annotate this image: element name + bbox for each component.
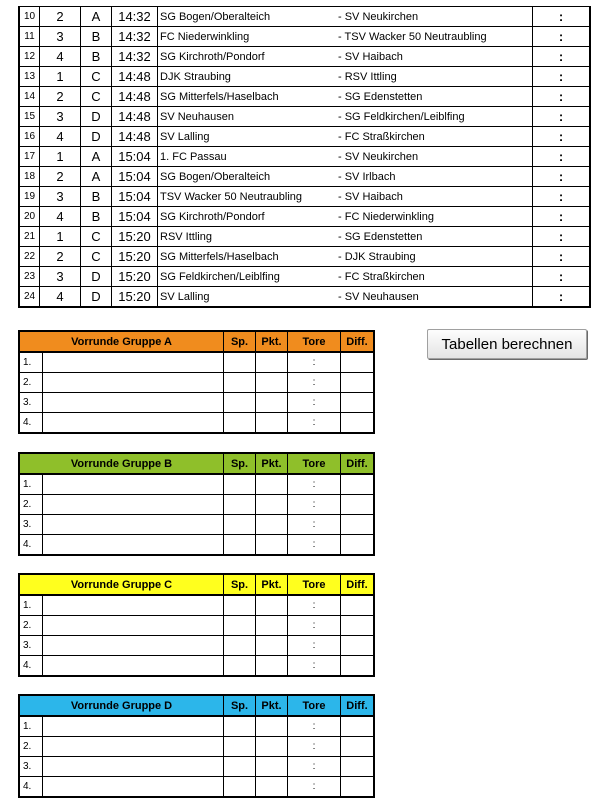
- match-group: B: [81, 207, 112, 227]
- games-played-cell: [224, 495, 256, 515]
- points-cell: [256, 535, 288, 556]
- team-cell: [43, 595, 224, 616]
- standings-row: [19, 352, 374, 373]
- match-group: D: [81, 287, 112, 308]
- match-score-cell[interactable]: :: [533, 247, 591, 267]
- match-score-cell[interactable]: :: [533, 7, 591, 27]
- goal-difference-cell: [341, 474, 375, 495]
- away-team: - SV Haibach: [338, 47, 533, 67]
- home-team: SG Kirchroth/Pondorf: [158, 207, 339, 227]
- match-time: 14:32: [112, 27, 158, 47]
- standings-row: [19, 636, 374, 656]
- match-number: 24: [19, 287, 40, 308]
- team-cell: [43, 777, 224, 798]
- match-row: [19, 207, 590, 227]
- home-team: FC Niederwinkling: [158, 27, 339, 47]
- match-number: 18: [19, 167, 40, 187]
- rank-label: 1.: [19, 595, 43, 616]
- rank-label: 3.: [19, 636, 43, 656]
- goals-cell: :: [288, 535, 341, 556]
- match-number: 20: [19, 207, 40, 227]
- match-row: [19, 27, 590, 47]
- match-row: [19, 87, 590, 107]
- standings-row: [19, 595, 374, 616]
- team-cell: [43, 656, 224, 677]
- games-played-cell: [224, 716, 256, 737]
- column-header-diff: Diff.: [341, 574, 375, 595]
- match-score-cell[interactable]: :: [533, 87, 591, 107]
- match-number: 13: [19, 67, 40, 87]
- goals-cell: :: [288, 413, 341, 434]
- match-number: 10: [19, 7, 40, 27]
- goals-cell: :: [288, 636, 341, 656]
- match-number: 23: [19, 267, 40, 287]
- rank-label: 2.: [19, 373, 43, 393]
- home-team: SG Mitterfels/Haselbach: [158, 247, 339, 267]
- match-time: 15:20: [112, 247, 158, 267]
- match-field: 1: [40, 147, 81, 167]
- games-played-cell: [224, 393, 256, 413]
- match-score-cell[interactable]: :: [533, 167, 591, 187]
- match-row: [19, 127, 590, 147]
- away-team: - SG Feldkirchen/Leiblfing: [338, 107, 533, 127]
- away-team: - SV Neuhausen: [338, 287, 533, 308]
- goals-cell: :: [288, 515, 341, 535]
- home-team: TSV Wacker 50 Neutraubling: [158, 187, 339, 207]
- calculate-tables-button[interactable]: Tabellen berechnen: [427, 329, 587, 359]
- games-played-cell: [224, 515, 256, 535]
- standings-row: [19, 616, 374, 636]
- goals-cell: :: [288, 737, 341, 757]
- match-score-cell[interactable]: :: [533, 107, 591, 127]
- column-header-pkt: Pkt.: [256, 695, 288, 716]
- team-cell: [43, 393, 224, 413]
- goals-cell: :: [288, 656, 341, 677]
- match-number: 16: [19, 127, 40, 147]
- games-played-cell: [224, 656, 256, 677]
- points-cell: [256, 373, 288, 393]
- points-cell: [256, 757, 288, 777]
- match-time: 15:04: [112, 207, 158, 227]
- rank-label: 2.: [19, 737, 43, 757]
- team-cell: [43, 716, 224, 737]
- points-cell: [256, 656, 288, 677]
- rank-label: 4.: [19, 535, 43, 556]
- goals-cell: :: [288, 777, 341, 798]
- goals-cell: :: [288, 474, 341, 495]
- home-team: SG Bogen/Oberalteich: [158, 167, 339, 187]
- away-team: - SV Irlbach: [338, 167, 533, 187]
- points-cell: [256, 495, 288, 515]
- goal-difference-cell: [341, 352, 375, 373]
- match-group: C: [81, 227, 112, 247]
- column-header-diff: Diff.: [341, 331, 375, 352]
- match-time: 14:48: [112, 67, 158, 87]
- match-time: 15:20: [112, 267, 158, 287]
- rank-label: 2.: [19, 495, 43, 515]
- goal-difference-cell: [341, 777, 375, 798]
- games-played-cell: [224, 616, 256, 636]
- match-number: 14: [19, 87, 40, 107]
- match-field: 2: [40, 247, 81, 267]
- home-team: 1. FC Passau: [158, 147, 339, 167]
- group-table-header: [19, 695, 374, 716]
- games-played-cell: [224, 474, 256, 495]
- games-played-cell: [224, 352, 256, 373]
- match-field: 4: [40, 207, 81, 227]
- match-time: 15:04: [112, 187, 158, 207]
- team-cell: [43, 616, 224, 636]
- away-team: - FC Niederwinkling: [338, 207, 533, 227]
- away-team: - FC Straßkirchen: [338, 267, 533, 287]
- column-header-tore: Tore: [288, 331, 341, 352]
- match-group: C: [81, 67, 112, 87]
- team-cell: [43, 352, 224, 373]
- match-score-cell[interactable]: :: [533, 267, 591, 287]
- points-cell: [256, 595, 288, 616]
- team-cell: [43, 636, 224, 656]
- team-cell: [43, 535, 224, 556]
- rank-label: 1.: [19, 474, 43, 495]
- home-team: RSV Ittling: [158, 227, 339, 247]
- rank-label: 4.: [19, 656, 43, 677]
- match-group: D: [81, 127, 112, 147]
- column-header-diff: Diff.: [341, 453, 375, 474]
- column-header-tore: Tore: [288, 695, 341, 716]
- match-group: B: [81, 47, 112, 67]
- match-time: 15:04: [112, 167, 158, 187]
- rank-label: 3.: [19, 515, 43, 535]
- match-number: 22: [19, 247, 40, 267]
- match-number: 12: [19, 47, 40, 67]
- match-time: 14:48: [112, 107, 158, 127]
- group-table: [18, 694, 375, 798]
- match-field: 1: [40, 67, 81, 87]
- column-header-pkt: Pkt.: [256, 453, 288, 474]
- rank-label: 3.: [19, 393, 43, 413]
- goal-difference-cell: [341, 393, 375, 413]
- standings-row: [19, 413, 374, 434]
- match-field: 3: [40, 107, 81, 127]
- match-time: 14:32: [112, 47, 158, 67]
- goal-difference-cell: [341, 413, 375, 434]
- match-group: D: [81, 267, 112, 287]
- team-cell: [43, 737, 224, 757]
- column-header-sp: Sp.: [224, 453, 256, 474]
- goal-difference-cell: [341, 616, 375, 636]
- home-team: SG Feldkirchen/Leiblfing: [158, 267, 339, 287]
- match-number: 15: [19, 107, 40, 127]
- points-cell: [256, 352, 288, 373]
- rank-label: 4.: [19, 413, 43, 434]
- match-schedule-table: [18, 6, 591, 308]
- goals-cell: :: [288, 352, 341, 373]
- column-header-sp: Sp.: [224, 574, 256, 595]
- match-score-cell[interactable]: :: [533, 207, 591, 227]
- goal-difference-cell: [341, 716, 375, 737]
- group-table: [18, 330, 375, 434]
- match-score-cell[interactable]: :: [533, 227, 591, 247]
- match-row: [19, 167, 590, 187]
- match-row: [19, 267, 590, 287]
- goals-cell: :: [288, 595, 341, 616]
- match-group: C: [81, 87, 112, 107]
- home-team: SV Lalling: [158, 127, 339, 147]
- away-team: - DJK Straubing: [338, 247, 533, 267]
- goal-difference-cell: [341, 535, 375, 556]
- games-played-cell: [224, 595, 256, 616]
- match-number: 11: [19, 27, 40, 47]
- rank-label: 1.: [19, 716, 43, 737]
- match-field: 3: [40, 27, 81, 47]
- points-cell: [256, 616, 288, 636]
- points-cell: [256, 777, 288, 798]
- group-title: Vorrunde Gruppe A: [19, 331, 224, 352]
- column-header-tore: Tore: [288, 574, 341, 595]
- goals-cell: :: [288, 716, 341, 737]
- standings-row: [19, 535, 374, 556]
- home-team: SV Lalling: [158, 287, 339, 308]
- match-score-cell[interactable]: :: [533, 27, 591, 47]
- games-played-cell: [224, 636, 256, 656]
- games-played-cell: [224, 777, 256, 798]
- games-played-cell: [224, 757, 256, 777]
- points-cell: [256, 515, 288, 535]
- match-score-cell[interactable]: :: [533, 287, 591, 308]
- match-number: 21: [19, 227, 40, 247]
- goal-difference-cell: [341, 737, 375, 757]
- goals-cell: :: [288, 495, 341, 515]
- group-title: Vorrunde Gruppe C: [19, 574, 224, 595]
- match-score-cell[interactable]: :: [533, 67, 591, 87]
- group-table-header: [19, 574, 374, 595]
- group-title: Vorrunde Gruppe B: [19, 453, 224, 474]
- standings-row: [19, 757, 374, 777]
- match-row: [19, 147, 590, 167]
- match-group: A: [81, 147, 112, 167]
- team-cell: [43, 757, 224, 777]
- match-field: 2: [40, 167, 81, 187]
- column-header-pkt: Pkt.: [256, 574, 288, 595]
- group-table-header: [19, 453, 374, 474]
- match-group: B: [81, 187, 112, 207]
- points-cell: [256, 474, 288, 495]
- goal-difference-cell: [341, 595, 375, 616]
- away-team: - SV Neukirchen: [338, 147, 533, 167]
- away-team: - SV Neukirchen: [338, 7, 533, 27]
- group-table: [18, 452, 375, 556]
- home-team: DJK Straubing: [158, 67, 339, 87]
- goals-cell: :: [288, 757, 341, 777]
- standings-row: [19, 373, 374, 393]
- points-cell: [256, 716, 288, 737]
- match-group: C: [81, 247, 112, 267]
- games-played-cell: [224, 535, 256, 556]
- home-team: SG Kirchroth/Pondorf: [158, 47, 339, 67]
- standings-row: [19, 737, 374, 757]
- rank-label: 1.: [19, 352, 43, 373]
- column-header-sp: Sp.: [224, 695, 256, 716]
- match-number: 19: [19, 187, 40, 207]
- group-table-header: [19, 331, 374, 352]
- match-time: 14:48: [112, 87, 158, 107]
- match-score-cell[interactable]: :: [533, 127, 591, 147]
- group-title: Vorrunde Gruppe D: [19, 695, 224, 716]
- match-field: 1: [40, 227, 81, 247]
- team-cell: [43, 495, 224, 515]
- column-header-tore: Tore: [288, 453, 341, 474]
- rank-label: 4.: [19, 777, 43, 798]
- match-row: [19, 187, 590, 207]
- away-team: - SV Haibach: [338, 187, 533, 207]
- match-row: [19, 227, 590, 247]
- goal-difference-cell: [341, 757, 375, 777]
- games-played-cell: [224, 737, 256, 757]
- match-group: A: [81, 7, 112, 27]
- match-score-cell[interactable]: :: [533, 47, 591, 67]
- goal-difference-cell: [341, 373, 375, 393]
- column-header-pkt: Pkt.: [256, 331, 288, 352]
- match-row: [19, 7, 590, 27]
- away-team: - SG Edenstetten: [338, 87, 533, 107]
- column-header-sp: Sp.: [224, 331, 256, 352]
- goal-difference-cell: [341, 636, 375, 656]
- match-field: 2: [40, 87, 81, 107]
- goals-cell: :: [288, 616, 341, 636]
- points-cell: [256, 636, 288, 656]
- standings-row: [19, 474, 374, 495]
- standings-row: [19, 515, 374, 535]
- goal-difference-cell: [341, 515, 375, 535]
- rank-label: 2.: [19, 616, 43, 636]
- standings-row: [19, 716, 374, 737]
- match-time: 15:04: [112, 147, 158, 167]
- team-cell: [43, 474, 224, 495]
- match-field: 2: [40, 7, 81, 27]
- match-group: A: [81, 167, 112, 187]
- match-score-cell[interactable]: :: [533, 187, 591, 207]
- points-cell: [256, 393, 288, 413]
- games-played-cell: [224, 413, 256, 434]
- away-team: - SG Edenstetten: [338, 227, 533, 247]
- standings-row: [19, 777, 374, 798]
- games-played-cell: [224, 373, 256, 393]
- match-field: 3: [40, 187, 81, 207]
- match-row: [19, 287, 590, 308]
- match-field: 4: [40, 47, 81, 67]
- goal-difference-cell: [341, 495, 375, 515]
- points-cell: [256, 737, 288, 757]
- home-team: SV Neuhausen: [158, 107, 339, 127]
- match-time: 15:20: [112, 287, 158, 308]
- match-row: [19, 107, 590, 127]
- match-time: 14:32: [112, 7, 158, 27]
- standings-row: [19, 393, 374, 413]
- away-team: - FC Straßkirchen: [338, 127, 533, 147]
- standings-row: [19, 495, 374, 515]
- points-cell: [256, 413, 288, 434]
- column-header-diff: Diff.: [341, 695, 375, 716]
- goals-cell: :: [288, 393, 341, 413]
- home-team: SG Bogen/Oberalteich: [158, 7, 339, 27]
- team-cell: [43, 413, 224, 434]
- match-time: 15:20: [112, 227, 158, 247]
- match-group: D: [81, 107, 112, 127]
- goal-difference-cell: [341, 656, 375, 677]
- team-cell: [43, 515, 224, 535]
- match-group: B: [81, 27, 112, 47]
- match-number: 17: [19, 147, 40, 167]
- standings-row: [19, 656, 374, 677]
- match-field: 3: [40, 267, 81, 287]
- match-field: 4: [40, 127, 81, 147]
- match-row: [19, 67, 590, 87]
- away-team: - RSV Ittling: [338, 67, 533, 87]
- match-score-cell[interactable]: :: [533, 147, 591, 167]
- match-time: 14:48: [112, 127, 158, 147]
- team-cell: [43, 373, 224, 393]
- goals-cell: :: [288, 373, 341, 393]
- home-team: SG Mitterfels/Haselbach: [158, 87, 339, 107]
- group-table: [18, 573, 375, 677]
- match-field: 4: [40, 287, 81, 308]
- match-row: [19, 247, 590, 267]
- match-row: [19, 47, 590, 67]
- rank-label: 3.: [19, 757, 43, 777]
- away-team: - TSV Wacker 50 Neutraubling: [338, 27, 533, 47]
